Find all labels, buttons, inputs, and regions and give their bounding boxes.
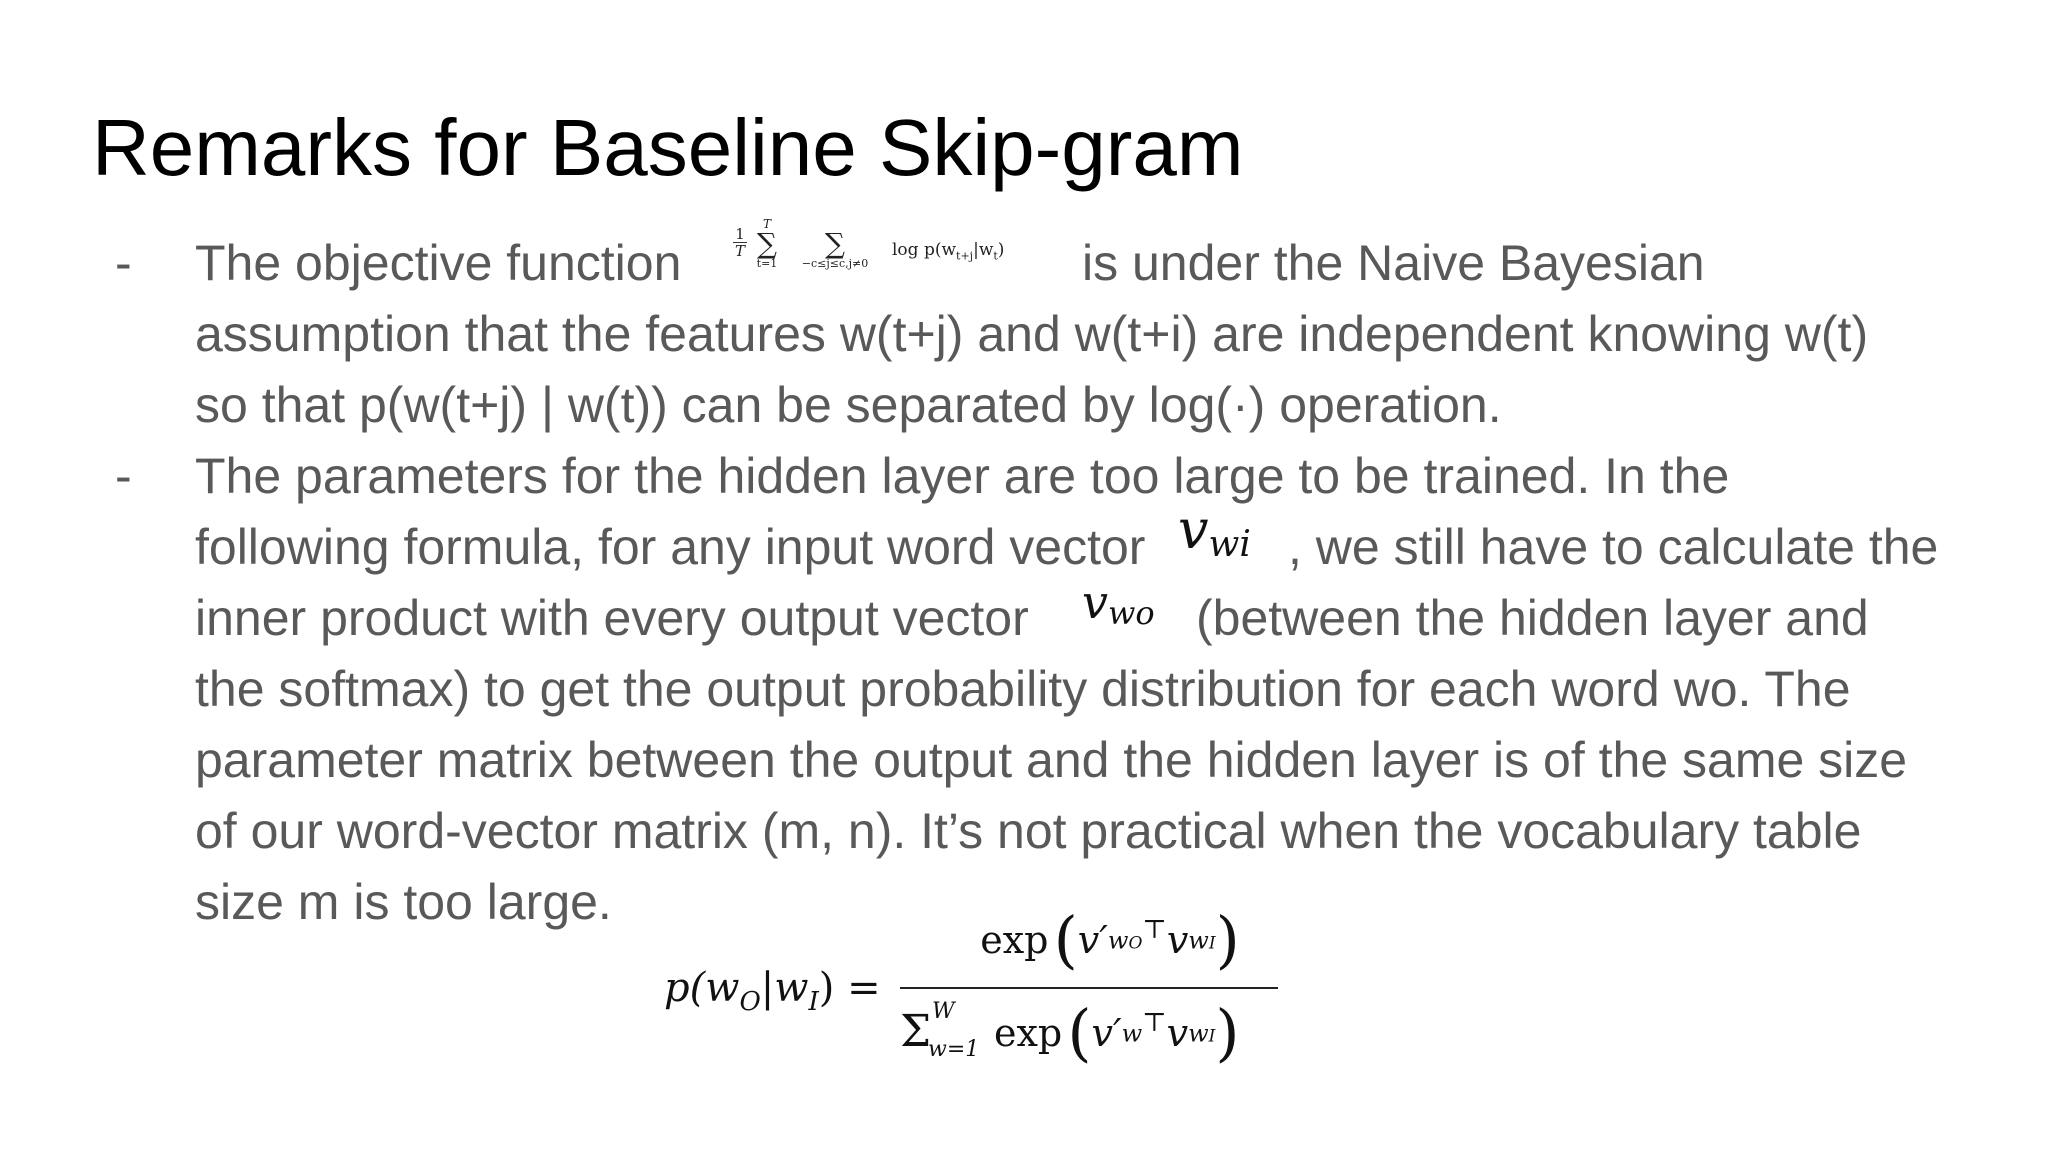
bullet1-line1-a: The objective function — [195, 235, 682, 291]
bullet2-line2-a: following formula, for any input word vector — [195, 519, 1146, 575]
bullet2-line3-b: (between the hidden layer and — [1196, 590, 1869, 646]
softmax-lhs-mid: |w — [760, 965, 809, 1011]
v-wi-sub: wi — [1208, 524, 1251, 565]
v-wi-symbol — [1178, 500, 1251, 567]
objective-formula: 1 T T ∑ t=1 ∑ −c≤j≤c,j≠0 $\log p(w_{t+j}|w_t)$ — [732, 218, 1042, 282]
bullet2-line4: the softmax) to get the output probability distribution for each word wo. The — [195, 661, 1851, 717]
softmax-den-v2-sub: w — [1188, 1019, 1209, 1048]
softmax-num-v2-subsub: I — [1208, 933, 1216, 954]
softmax-den-exp: exp — [994, 1011, 1063, 1055]
softmax-num-v2: v — [1166, 918, 1189, 962]
softmax-num-v2-sub: w — [1188, 926, 1209, 955]
bullet1-line1-b: is under the Naive Bayesian — [1082, 235, 1705, 291]
objective-body-mid: |w — [973, 240, 994, 260]
v-wo-base: v — [1082, 575, 1108, 629]
objective-sum1-bottom: t=1 — [756, 257, 778, 270]
v-wo-symbol — [1082, 575, 1155, 634]
bullet2-line7: size m is too large. — [195, 874, 612, 930]
softmax-fraction-bar — [900, 987, 1278, 989]
softmax-den-sum-top: W — [932, 999, 955, 1024]
softmax-num-v: v′ — [1077, 918, 1108, 962]
objective-frac-num: 1 — [735, 225, 745, 243]
softmax-lhs — [664, 963, 881, 1027]
softmax-den-v: v′ — [1091, 1011, 1122, 1055]
softmax-den-sum-bottom: w=1 — [928, 1037, 980, 1062]
softmax-den-v2-subsub: I — [1208, 1026, 1216, 1047]
objective-body-end: ) — [997, 240, 1005, 260]
objective-frac-den: T — [734, 242, 745, 260]
bullet2-line5: parameter matrix between the output and the hidden layer is of the same size — [195, 732, 1908, 788]
bullet2-line2-b: , we still have to calculate the — [1288, 519, 1939, 575]
softmax-num-v-sub: w — [1107, 926, 1129, 955]
softmax-lhs-sub1: O — [739, 987, 761, 1017]
softmax-den-transpose: ⊤ — [1142, 1008, 1167, 1039]
objective-body-sub2: t — [993, 249, 998, 263]
objective-sum1-top: T — [762, 217, 771, 231]
softmax-den-sum: Σ — [900, 1006, 932, 1057]
bullet2-line1: The parameters for the hidden layer are too large to be trained. In the — [195, 448, 1730, 504]
objective-sum2-bottom: −c≤j≤c,j≠0 — [801, 257, 869, 270]
softmax-den-v2: v — [1166, 1011, 1189, 1055]
softmax-num-exp: exp — [980, 918, 1049, 962]
bullet2-line3-a: inner product with every output vector — [195, 590, 1029, 646]
softmax-lhs-end: ) = — [818, 965, 881, 1011]
softmax-numerator: $\exp (v'_{wO}^⊤v_{wI})$ — [980, 903, 1240, 976]
softmax-denominator: Σ W w=1 $\exp (v'_w^⊤v_{wI})$ — [900, 996, 1240, 1069]
softmax-lhs-p: p(w — [664, 965, 740, 1011]
objective-body: log p(w — [892, 240, 957, 260]
softmax-formula — [660, 905, 1280, 1075]
softmax-lhs-sub2: I — [808, 987, 819, 1017]
bullet-marker-1: - — [115, 235, 132, 291]
v-wo-sub: wo — [1108, 594, 1155, 632]
softmax-den-v-sub: w — [1121, 1019, 1143, 1048]
bullet2-line6: of our word-vector matrix (m, n). It’s not practical when the vocabulary table — [195, 803, 1862, 859]
bullet-marker-2: - — [115, 448, 132, 504]
bullet1-line3: so that p(w(t+j) | w(t)) can be separated by log(·) operation. — [195, 377, 1502, 433]
objective-body-sub: t+j — [956, 249, 974, 263]
slide-title: Remarks for Baseline Skip-gram — [92, 103, 1244, 192]
softmax-num-v-subsub: O — [1128, 933, 1143, 954]
softmax-num-transpose: ⊤ — [1142, 915, 1167, 946]
bullet1-line2: assumption that the features w(t+j) and w(t+i) are independent knowing w(t) — [195, 306, 1869, 362]
v-wi-base: v — [1178, 498, 1209, 561]
